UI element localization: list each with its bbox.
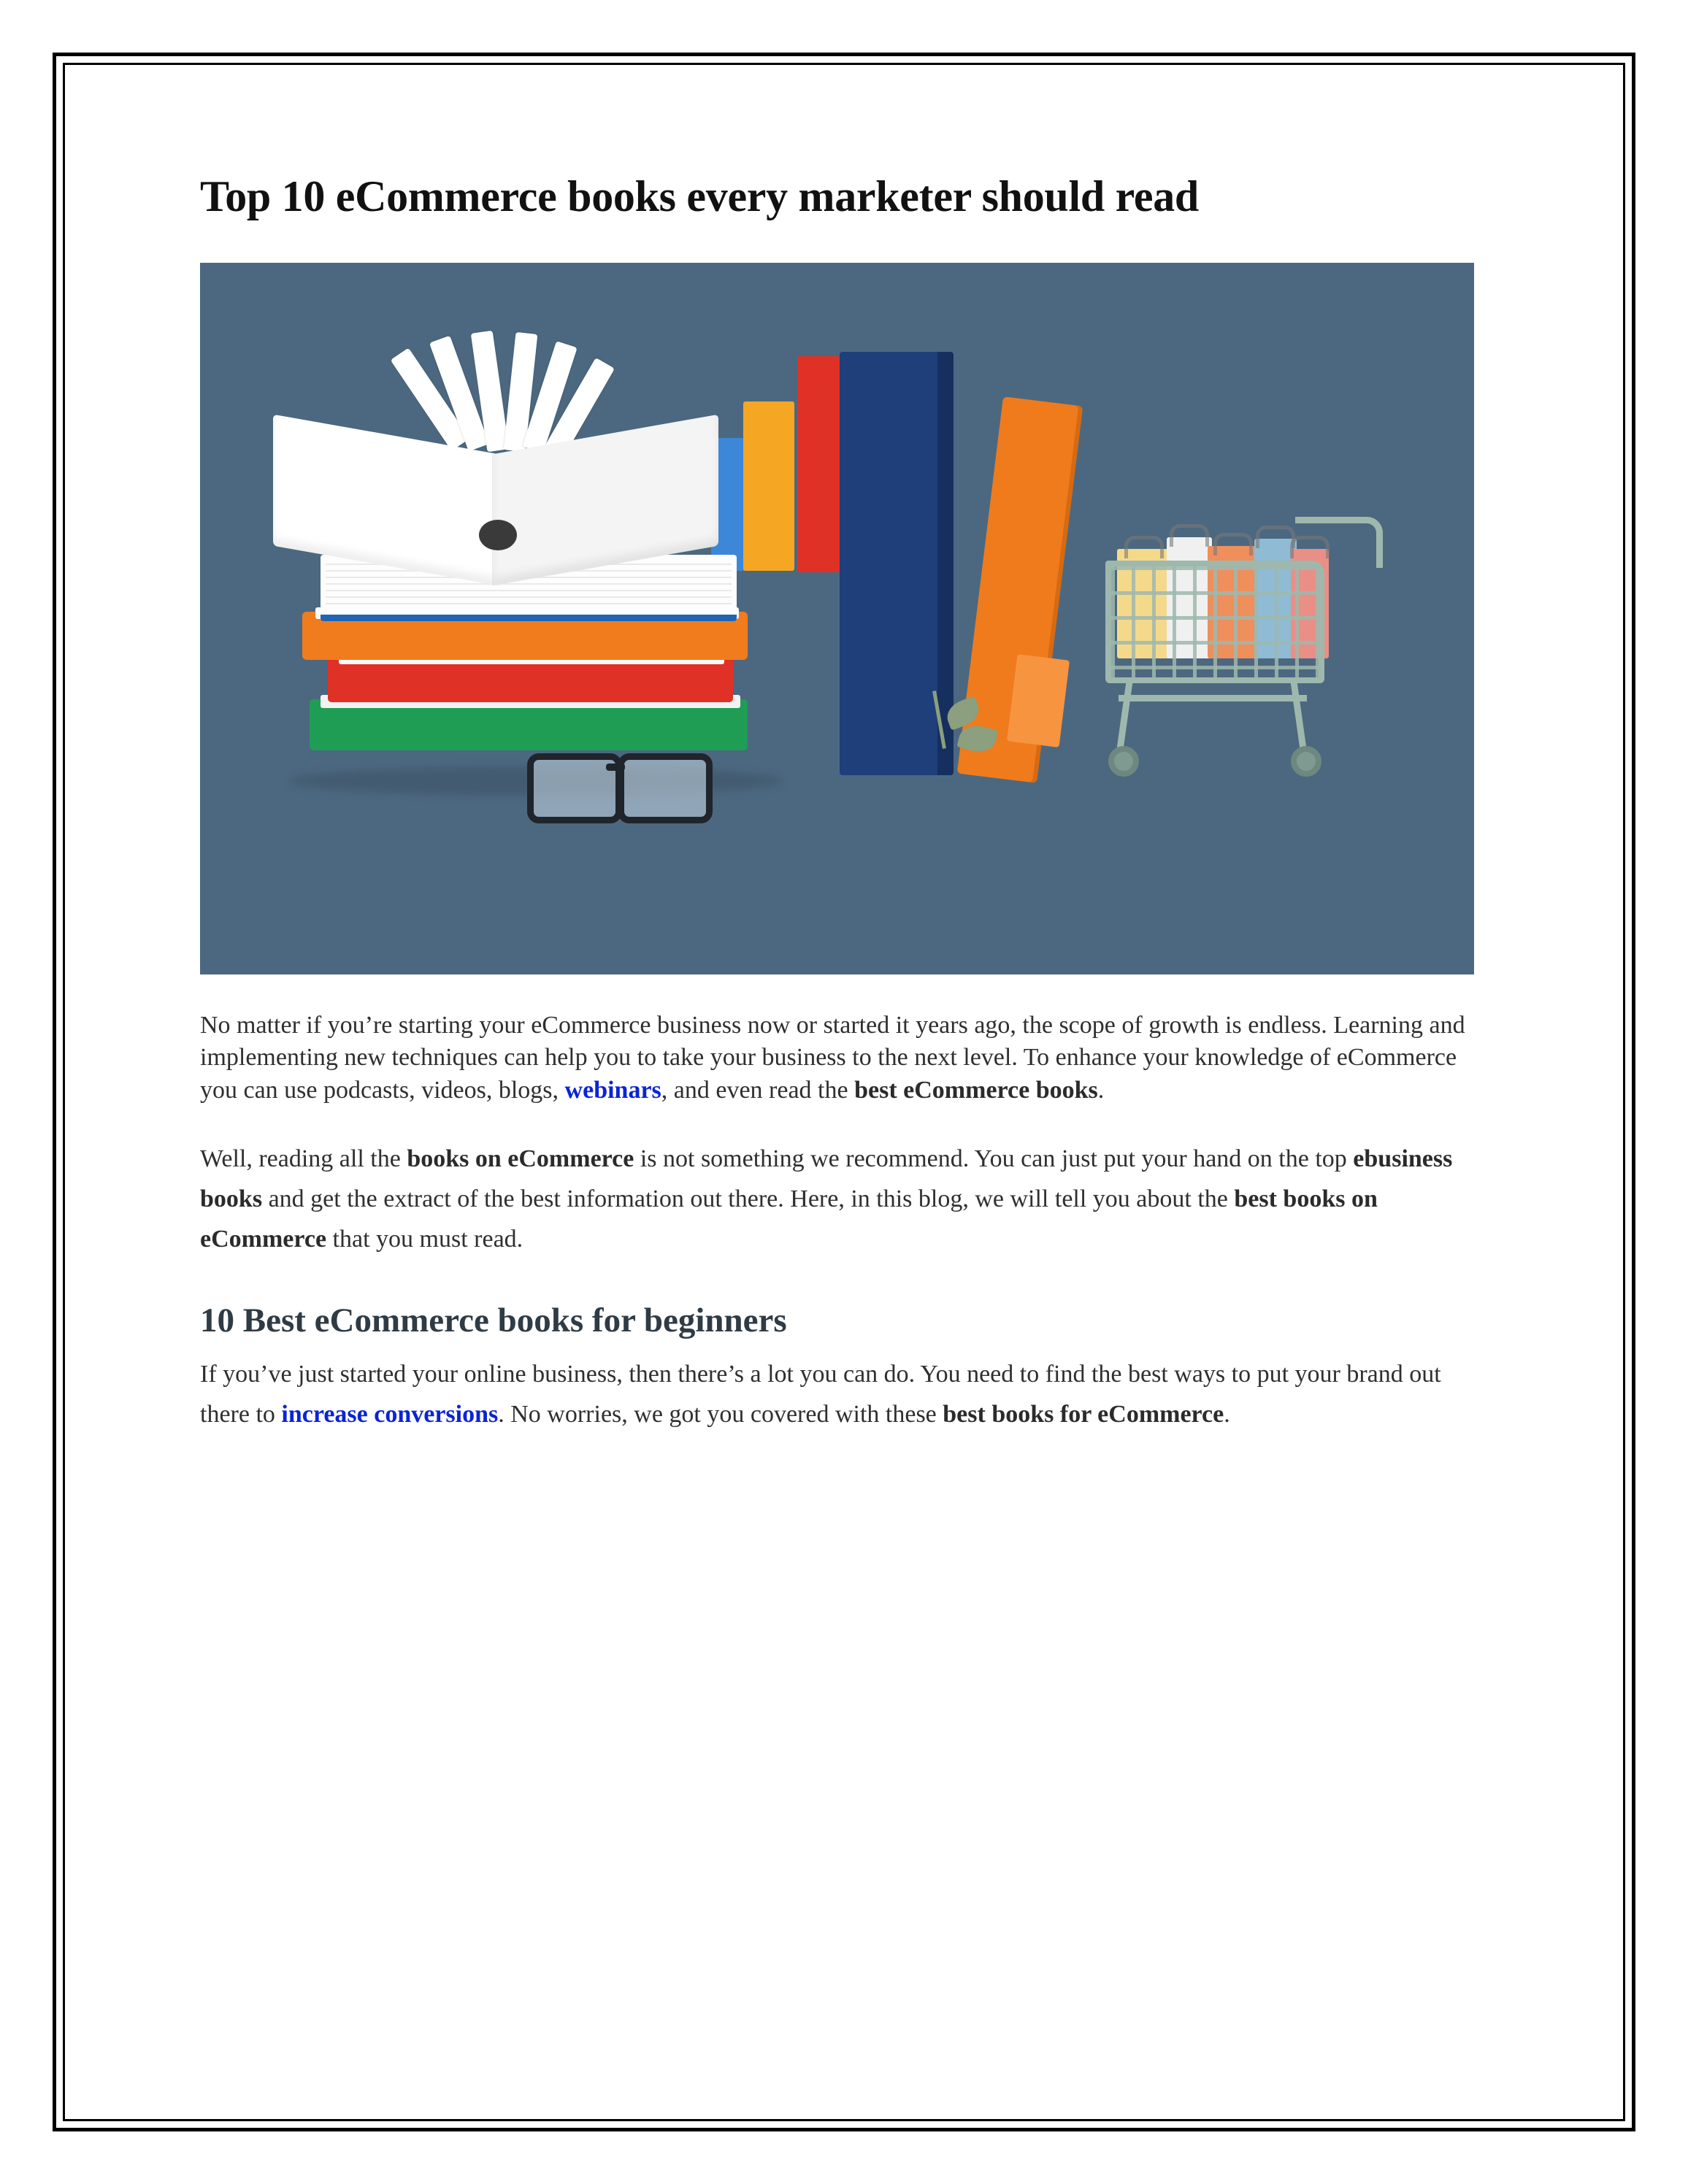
text-run: . — [1097, 1076, 1105, 1104]
page-border-outer — [53, 53, 1635, 2131]
page-title: Top 10 eCommerce books every marketer should read — [200, 172, 1199, 220]
text-run-bold: ebusiness books — [200, 1145, 1453, 1212]
text-run: and get the extract of the best information out there. Here, in this blog, we will tell you about the — [262, 1185, 1235, 1212]
document-content — [200, 171, 1485, 1435]
text-run: that you must read. — [326, 1225, 523, 1253]
standing-book-red-icon — [797, 356, 840, 572]
text-run-bold: best books for eCommerce — [943, 1401, 1224, 1429]
paragraph-intro — [200, 1010, 1485, 1107]
shopping-bag-handle-icon — [1124, 536, 1164, 558]
text-run: If you’ve just started your online business, then there’s a lot you can do. You need to find the best ways to put your brand out there to — [200, 1361, 1441, 1429]
link-webinars[interactable]: webinars — [564, 1076, 661, 1104]
standing-book-navy-icon — [840, 352, 949, 775]
text-run: Well, reading all the — [200, 1145, 407, 1172]
hero-illustration — [200, 263, 1474, 974]
text-run: . — [1224, 1401, 1230, 1429]
text-run: . No worries, we got you covered with these — [498, 1401, 943, 1429]
shopping-cart-leg-icon — [1116, 680, 1132, 750]
section-heading: 10 Best eCommerce books for beginners — [200, 1301, 787, 1339]
text-run-bold: best eCommerce books — [854, 1076, 1098, 1104]
paragraph-recommend — [200, 1139, 1485, 1259]
shopping-bag-handle-icon — [1256, 526, 1295, 548]
text-run: , and even read the — [661, 1076, 855, 1104]
eyeglasses-right-lens-icon — [618, 753, 713, 823]
text-run-bold: books on eCommerce — [407, 1145, 634, 1172]
shopping-bag-handle-icon — [1170, 524, 1209, 547]
page-border-inner — [63, 63, 1625, 2121]
leaning-book-orange-band — [1007, 654, 1070, 747]
text-run: No matter if you’re starting your eCommerce business now or started it years ago, the scope of growth is endless. Learning and implementing new techniques can help you to take your business to the next level. To enhance your knowledge of eCommerce you can use podcasts, videos, blogs, — [200, 1012, 1465, 1104]
open-book-spine-icon — [479, 520, 517, 550]
shopping-cart-wheel-icon — [1291, 746, 1321, 777]
link-increase-conversions[interactable]: increase conversions — [281, 1401, 499, 1429]
shopping-cart-bar-icon — [1119, 695, 1307, 701]
shopping-cart-basket-icon — [1105, 561, 1324, 683]
shopping-bag-handle-icon — [1213, 533, 1253, 555]
standing-book-yellow-icon — [743, 401, 794, 571]
text-run: is not something we recommend. You can just put your hand on the top — [634, 1145, 1354, 1172]
paragraph-beginners — [200, 1354, 1485, 1434]
text-run-bold: best books on eCommerce — [200, 1185, 1378, 1253]
shopping-cart-leg-icon — [1290, 680, 1306, 750]
shopping-cart-wheel-icon — [1108, 746, 1139, 777]
shopping-bag-handle-icon — [1290, 536, 1330, 558]
eyeglasses-bridge-icon — [606, 764, 625, 771]
